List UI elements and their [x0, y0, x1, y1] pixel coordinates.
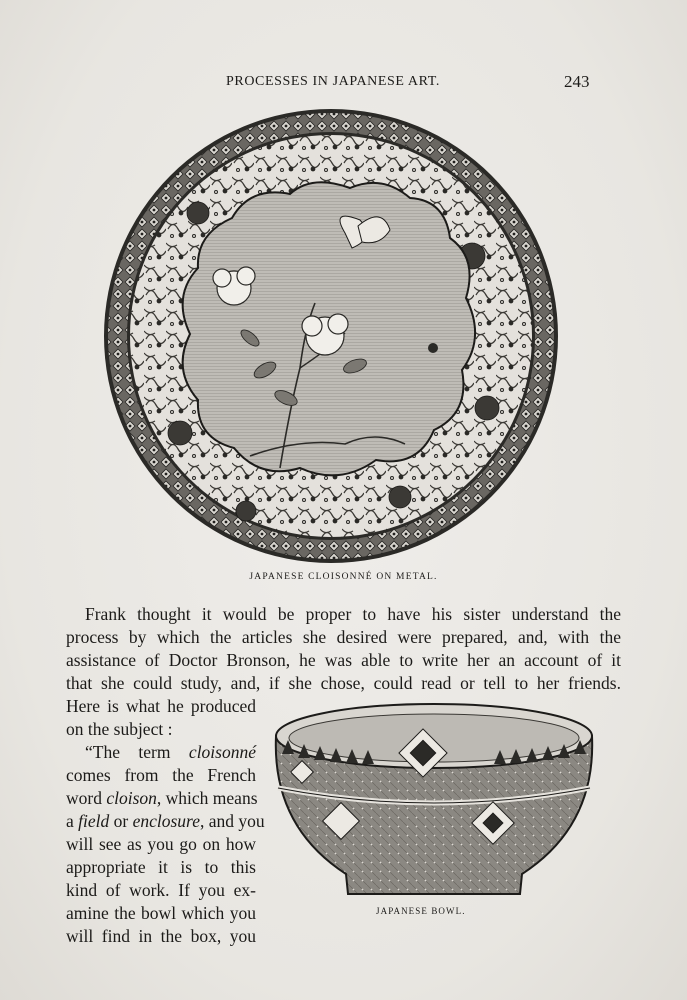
para-line-4: that she could study, and, if she chose, could read or tell to her friends. — [66, 673, 621, 693]
col-line-9: kind of work. If you ex- — [66, 880, 256, 900]
term-cloisonne: cloisonné — [188, 742, 256, 762]
para-line-1: Frank thought it would be proper to have his sister understand the — [85, 604, 621, 624]
page-number: 243 — [564, 72, 590, 91]
para-line-2: process by which the articles she desired were prepared, and, with the — [66, 627, 621, 647]
intro-paragraph — [66, 603, 621, 695]
col-line-3: “The term cloisonné — [85, 742, 256, 762]
col-line-2: on the subject : — [66, 719, 173, 739]
running-title: PROCESSES IN JAPANESE ART. — [226, 74, 440, 89]
bowl-caption: JAPANESE BOWL. — [376, 906, 466, 916]
para-line-3: assistance of Doctor Bronson, he was able to write her an account of it — [66, 650, 621, 670]
term-enclosure: enclosure — [132, 811, 200, 831]
col-line-6: a field or enclosure, and you — [66, 811, 265, 831]
term-field: field — [78, 811, 110, 831]
plate-caption: JAPANESE CLOISONNÉ ON METAL. — [249, 572, 438, 582]
term-cloison: cloison — [106, 788, 157, 808]
col-line-8: appropriate it is to this — [66, 857, 256, 877]
col-line-4: comes from the French — [66, 765, 256, 785]
col-line-1: Here is what he produced — [66, 696, 256, 716]
cloisonne-plate-illustration — [100, 108, 562, 568]
col-line-5: word cloison, which means — [66, 788, 258, 808]
col-line-10: amine the bowl which you — [66, 903, 256, 923]
col-line-11: will find in the box, you — [66, 926, 256, 946]
japanese-bowl-illustration — [268, 696, 600, 901]
col-line-7: will see as you go on how — [66, 834, 256, 854]
column-text — [66, 695, 265, 948]
